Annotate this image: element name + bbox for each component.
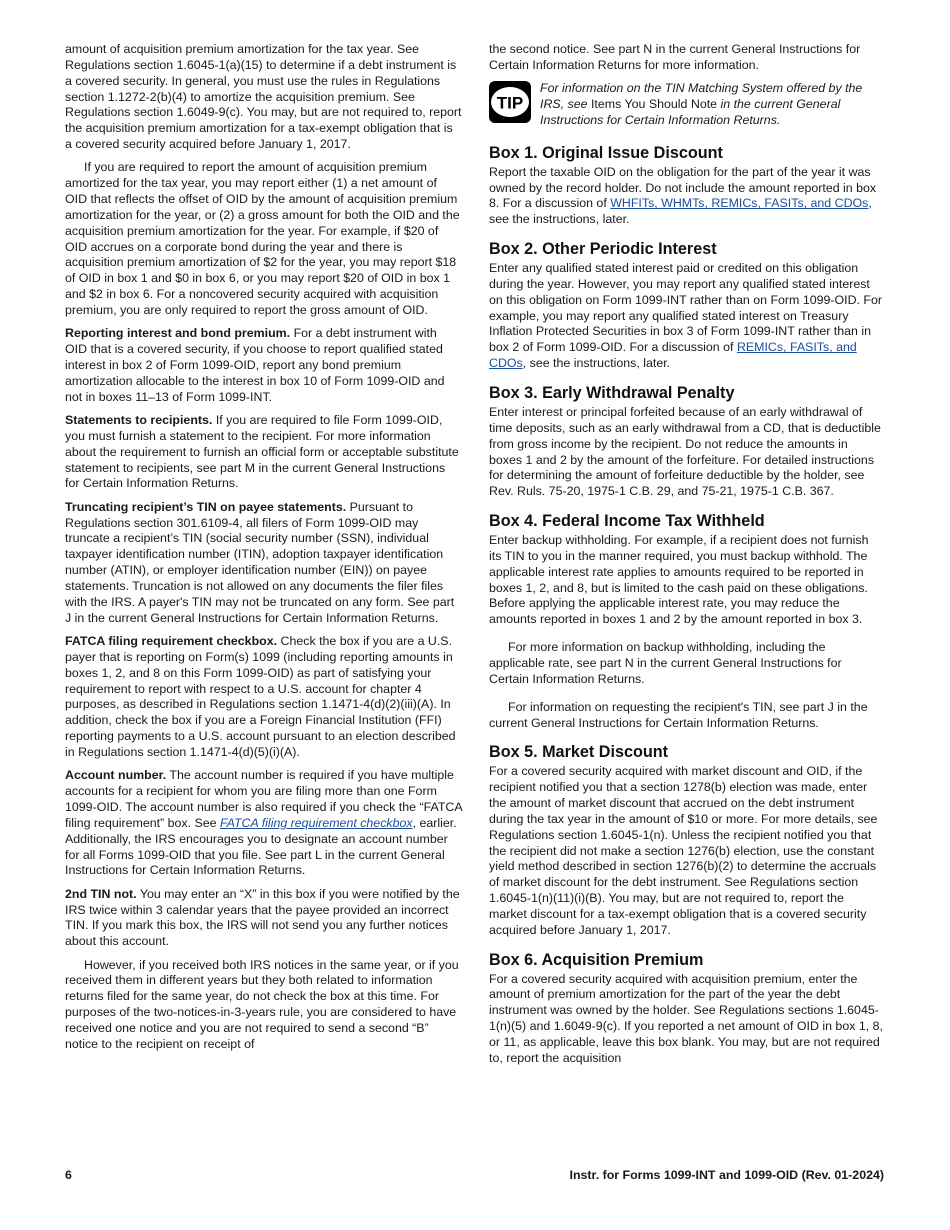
footer-title: Instr. for Forms 1099-INT and 1099-OID (Rev. 01-2024) xyxy=(569,1168,884,1182)
paragraph-body: For a debt instrument with OID that is a covered security, if you choose to report qualified stated interest in box 2 of Form 1099-OID, report any bond premium amortization allocable to the interest in box 10 of Form 1099-OID and not in boxes 11–13 of Form 1099-INT. xyxy=(65,326,445,404)
paragraph: If you are required to report the amount of acquisition premium amortized for the tax year, you may report either (1) a net amount of OID that reflects the offset of OID by the amount of acquisition premium amortization for the year, or (2) a gross amount for both the OID and the acquisition premium amortization for the year. For example, if $20 of OID accrues on a corporate bond during the year and there is acquisition premium amortization of $2 for the year, you may report $18 of OID in box 1 and $0 in box 6, or you may report $20 of OID in box 1 and $2 in box 6. For a noncovered security acquired with acquisition premium, you are only required to report the gross amount of OID. xyxy=(65,160,460,317)
paragraph: amount of acquisition premium amortization for the tax year. See Regulations section 1.6045-1(a)(15) to determine if a debt instrument is a covered security. In general, you must use the rules in Regulations section 1.1272-2(b)(4) to amortize the acquisition premium. See Regulations section 1.6049-9(c). You may, but are not required to, report the acquisition premium amortization for a tax-exempt obligation that is a covered security acquired before January 1, 2017. xyxy=(65,42,462,152)
paragraph-account xyxy=(65,768,462,879)
paragraph: For information on requesting the recipient's TIN, see part J in the current General Instructions for Certain Information Returns. xyxy=(489,699,868,730)
paragraph: However, if you received both IRS notices in the same year, or if you received them in different years but they both related to information returns filed for the same year, do not check the box at this time. For purposes of the two-notices-in-3-years rule, you are considered to have received one notice and you are not required to send a second “B” notice to the recipient on receipt of xyxy=(65,957,459,1051)
run-in-heading: 2nd TIN not. xyxy=(65,886,137,901)
section-heading-box-6: Box 6. Acquisition Premium xyxy=(489,950,704,969)
paragraph-body: , see the instructions, later. xyxy=(522,356,671,371)
fatca-checkbox-link[interactable]: FATCA filing requirement checkbox xyxy=(219,815,413,830)
paragraph: Enter backup withholding. For example, if a recipient does not furnish its TIN to you in the manner required, you must backup withhold. The applicable interest rate applies to amounts required to be reported in boxes 1, 2, and 8, but is limited to the cash paid on these obligations. Before applying the applicable interest rate, you may reduce the amounts reported in boxes 1 and 2 by the amount reported in box 3. xyxy=(489,533,869,627)
paragraph-body: Check the box if you are a U.S. payer that is reporting on Form(s) 1099 (including reporting amounts in boxes 1, 2, and 8 on this Form 1099-OID) as part of satisfying your requirement to report with respect to a U.S. account for chapter 4 purposes, as described in Regulations section 1.1471-4(d)(2)(iii)(A). In addition, check the box if you are a Foreign Financial Institution (FFI) reporting payments to a U.S. account pursuant to an election described in Regulations section 1.1471-4(d)(5)(i)(A). xyxy=(65,634,456,759)
run-in-heading: FATCA filing requirement checkbox. xyxy=(65,634,278,649)
remics-link[interactable]: REMICs, FASITs, and CDOs xyxy=(489,340,857,371)
tip-text-part: For information on the TIN Matching System offered by the IRS, see xyxy=(540,81,863,112)
left-column xyxy=(65,42,462,1060)
page-number: 6 xyxy=(65,1168,72,1182)
tip-callout xyxy=(489,81,884,129)
paragraph-body: You may enter an “X” in this box if you were notified by the IRS twice within 3 calendar years that the payee provided an incorrect TIN. If you mark this box, the IRS will not send you any further notices about this account. xyxy=(65,886,460,949)
paragraph-body: Pursuant to Regulations section 301.6109-4, all filers of Form 1099-OID may truncate a recipient’s TIN (social security number (SSN), individual taxpayer identification number (ITIN), adoption taxpayer identification number (ATIN), or employer identification number (EIN)) on payee statements. Truncation is not allowed on any documents the filer files with the IRS. A payer's TIN may not be truncated on any form. See part J in the current General Instructions for Certain Information Returns. xyxy=(65,499,455,625)
paragraph-body: Enter any qualified stated interest paid or credited on this obligation during the year. However, you may report any qualified stated interest on this obligation on Form 1099-INT rather than on Form 1099-OID. For example, you may report any qualified stated interest on Treasury Inflation Protected Securities in box 3 of Form 1099-INT rather than in box 2 of Form 1099-OID. For a discussion of xyxy=(489,261,883,355)
paragraph: For more information on backup withholding, including the applicable rate, see part N in the current General Instructions for Certain Information Returns. xyxy=(489,640,842,686)
paragraph-2nd-tin xyxy=(65,887,462,950)
paragraph-body: Report the taxable OID on the obligation for the part of the year it was owned by the record holder. Do not include the amount reported in box 8. For a discussion of xyxy=(489,164,877,211)
section-heading-box-2: Box 2. Other Periodic Interest xyxy=(489,240,717,259)
section-heading-box-1: Box 1. Original Issue Discount xyxy=(489,143,723,162)
paragraph-body: , see the instructions, later. xyxy=(489,196,872,227)
run-in-heading: Statements to recipients. xyxy=(65,413,213,428)
paragraph-truncating xyxy=(65,500,462,627)
paragraph: Enter interest or principal forfeited because of an early withdrawal of time deposits, such as an early withdrawal from a CD, that is deductible from gross income by the recipient. Do not reduce the amounts in boxes 1 and 2 by the amount of the forfeiture. For detailed instructions for determining the amount of forfeiture deductible by the holder, see Rev. Ruls. 75-20, 1975-1 C.B. 29, and 75-21, 1975-1 C.B. 367. xyxy=(489,405,881,499)
paragraph-reporting xyxy=(65,326,462,405)
right-column xyxy=(489,42,884,1074)
paragraph: For a covered security acquired with market discount and OID, if the recipient notified you that a section 1278(b) election was made, enter the amount of market discount that accrued on the debt instrument during the tax year in the amount of $10 or more. For more details, see Regulations section 1.6045-1(n). Unless the recipient notified you that the recipient did not make a section 1276(b) election, use the constant yield method described in section 1276(b)(2) to determine the accruals of market discount for the debt instrument. See Regulations section 1.6045-1(n)(11)(i)(B). You may, but are not required to, report the market discount for a tax-exempt obligation that is a covered security acquired before January 1, 2017. xyxy=(489,764,878,937)
paragraph xyxy=(489,165,884,228)
paragraph xyxy=(489,261,884,372)
tip-icon xyxy=(489,81,531,123)
tip-text-part: in the current General Instructions for Certain Information Returns. xyxy=(540,97,841,127)
paragraph-body: , earlier. Additionally, the IRS encourages you to designate an account number for all Forms 1099-OID that you file. See part L in the current General Instructions for Certain Information Returns. xyxy=(65,815,457,878)
paragraph-fatca xyxy=(65,634,462,761)
tip-text-part: Items You Should Note xyxy=(590,97,718,112)
section-heading-box-3: Box 3. Early Withdrawal Penalty xyxy=(489,384,735,402)
section-heading-box-4: Box 4. Federal Income Tax Withheld xyxy=(489,512,765,531)
paragraph: the second notice. See part N in the current General Instructions for Certain Information Returns for more information. xyxy=(489,42,861,72)
tip-text xyxy=(540,81,884,129)
section-heading-box-5: Box 5. Market Discount xyxy=(489,743,669,762)
paragraph-statements xyxy=(65,413,462,492)
run-in-heading: Account number. xyxy=(65,768,167,783)
run-in-heading: Reporting interest and bond premium. xyxy=(65,326,291,341)
paragraph-body: If you are required to file Form 1099-OID, you must furnish a statement to the recipient. For more information about the requirement to furnish an official form or acceptable substitute statement to recipients, see part M in the current General Instructions for Certain Information Returns. xyxy=(65,413,459,491)
paragraph: For a covered security acquired with acquisition premium, enter the amount of premium amortization for the part of the year the debt instrument was owned by the holder. See Regulations sections 1.6045-1(n)(5) and 1.6049-9(c). If you reported a net amount of OID in box 1, 8, or 11, as applicable, leave this box blank. You may, but are not required to, report the acquisition xyxy=(489,971,883,1065)
whfits-link[interactable]: WHFITs, WHMTs, REMICs, FASITs, and CDOs xyxy=(610,196,869,211)
run-in-heading: Truncating recipient’s TIN on payee statements. xyxy=(65,499,347,514)
tip-icon-label: TIP xyxy=(496,93,524,113)
paragraph-body: The account number is required if you have multiple accounts for a recipient for whom you are filing more than one Form 1099-OID. The account number is also required if you check the “FATCA filing requirement” box. See xyxy=(65,768,462,830)
